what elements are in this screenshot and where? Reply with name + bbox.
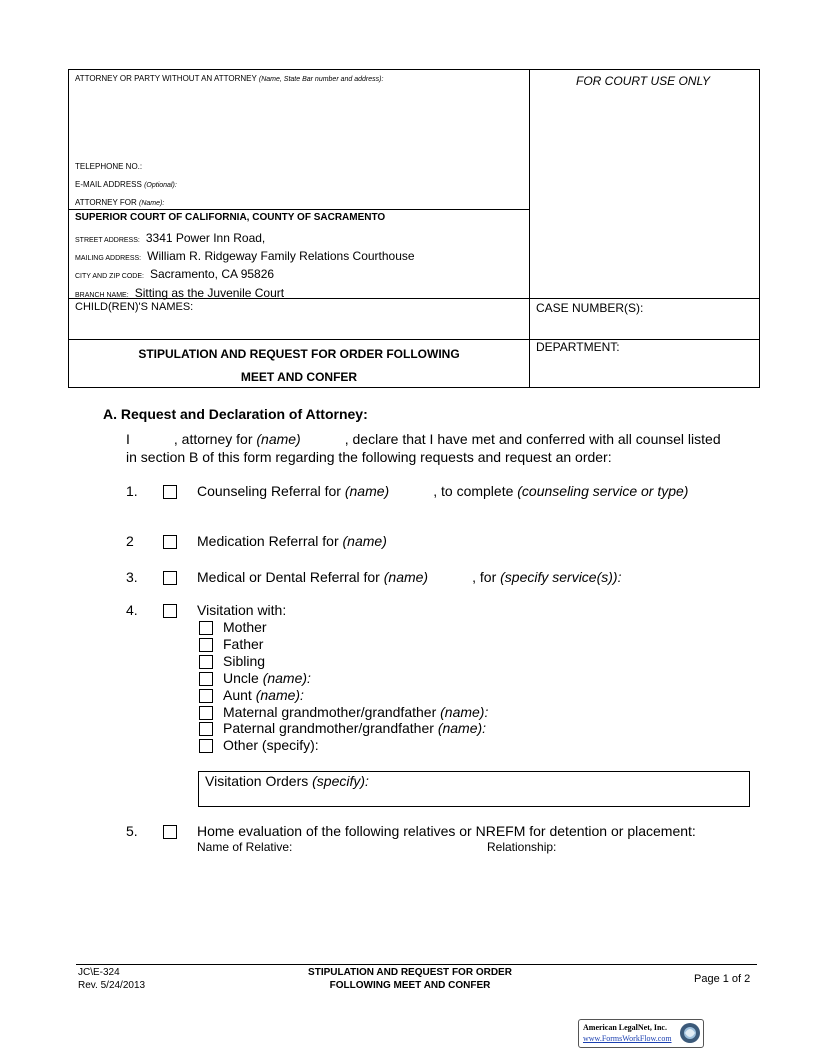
city-zip-row: CITY AND ZIP CODE: Sacramento, CA 95826 (75, 267, 275, 281)
visit-sibling-checkbox[interactable] (199, 655, 213, 669)
visit-other-checkbox[interactable] (199, 739, 213, 753)
court-name: SUPERIOR COURT OF CALIFORNIA, COUNTY OF SACRAMENTO (75, 212, 386, 223)
item-2-text: Medication Referral for (name) (197, 533, 387, 549)
visit-other-label: Other (specify): (223, 737, 319, 753)
visit-maternal-label: Maternal grandmother/grandfather (name): (223, 704, 489, 720)
section-a-heading: A. Request and Declaration of Attorney: (103, 406, 368, 422)
visit-paternal-checkbox[interactable] (199, 722, 213, 736)
footer-page-number: Page 1 of 2 (694, 973, 751, 985)
logo-url: www.FormsWorkFlow.com (583, 1034, 672, 1043)
visit-aunt-label: Aunt (name): (223, 687, 304, 703)
visitation-orders-box[interactable] (198, 771, 750, 807)
visit-father-checkbox[interactable] (199, 638, 213, 652)
street-address-row: STREET ADDRESS: 3341 Power Inn Road, (75, 231, 266, 245)
branch-name-row: BRANCH NAME: Sitting as the Juvenile Court (75, 286, 285, 300)
visit-sibling-label: Sibling (223, 653, 266, 669)
declaration-line-1: I , attorney for (name) , declare that I have met and conferred with all counsel listed (126, 431, 721, 447)
item-5-text: Home evaluation of the following relatives or NREFM for detention or placement: (197, 823, 696, 839)
footer-form-id: JC\E-324 Rev. 5/24/2013 (78, 967, 146, 991)
item-4-checkbox[interactable] (163, 604, 177, 618)
relative-name-label: Name of Relative: (197, 840, 293, 854)
item-3-text: Medical or Dental Referral for (name) , for (specify service(s)): (197, 569, 622, 585)
footer-rule (76, 964, 757, 965)
item-1-text: Counseling Referral for (name) , to complete (counseling service or type) (197, 483, 689, 499)
visit-aunt-checkbox[interactable] (199, 689, 213, 703)
attorney-party-label: ATTORNEY OR PARTY WITHOUT AN ATTORNEY (Name, State Bar number and address): (75, 74, 384, 83)
globe-icon (679, 1022, 701, 1044)
item-2-checkbox[interactable] (163, 535, 177, 549)
legalnet-logo[interactable] (578, 1019, 704, 1048)
visit-maternal-checkbox[interactable] (199, 706, 213, 720)
declaration-line-2: in section B of this form regarding the following requests and request an order: (126, 449, 612, 465)
case-number-label: CASE NUMBER(S): (536, 301, 644, 315)
item-5-checkbox[interactable] (163, 825, 177, 839)
department-label: DEPARTMENT: (536, 340, 620, 354)
item-4-text: Visitation with: (197, 602, 287, 618)
item-1-checkbox[interactable] (163, 485, 177, 499)
visit-uncle-label: Uncle (name): (223, 670, 311, 686)
item-5-number: 5. (126, 823, 138, 839)
item-3-checkbox[interactable] (163, 571, 177, 585)
mailing-address-row: MAILING ADDRESS: William R. Ridgeway Family Relations Courthouse (75, 249, 415, 263)
telephone-label: TELEPHONE NO.: (75, 162, 143, 171)
footer-title: STIPULATION AND REQUEST FOR ORDER FOLLOWING MEET AND CONFER (308, 967, 512, 991)
item-1-number: 1. (126, 483, 138, 499)
children-names-label: CHILD(REN)'S NAMES: (75, 301, 194, 313)
visit-mother-checkbox[interactable] (199, 621, 213, 635)
court-use-only: FOR COURT USE ONLY (576, 74, 711, 88)
item-4-number: 4. (126, 602, 138, 618)
form-title: STIPULATION AND REQUEST FOR ORDER FOLLOWING MEET AND CONFER (138, 347, 460, 384)
visit-uncle-checkbox[interactable] (199, 672, 213, 686)
logo-company-name: American LegalNet, Inc. (583, 1023, 667, 1032)
visit-paternal-label: Paternal grandmother/grandfather (name): (223, 720, 487, 736)
item-2-number: 2 (126, 533, 134, 549)
attorney-for-label: ATTORNEY FOR (Name): (75, 198, 165, 207)
email-label: E-MAIL ADDRESS (Optional): (75, 180, 177, 189)
visit-father-label: Father (223, 636, 264, 652)
visitation-orders-label: Visitation Orders (specify): (205, 773, 369, 789)
item-3-number: 3. (126, 569, 138, 585)
visit-mother-label: Mother (223, 619, 267, 635)
relationship-label: Relationship: (487, 840, 557, 854)
